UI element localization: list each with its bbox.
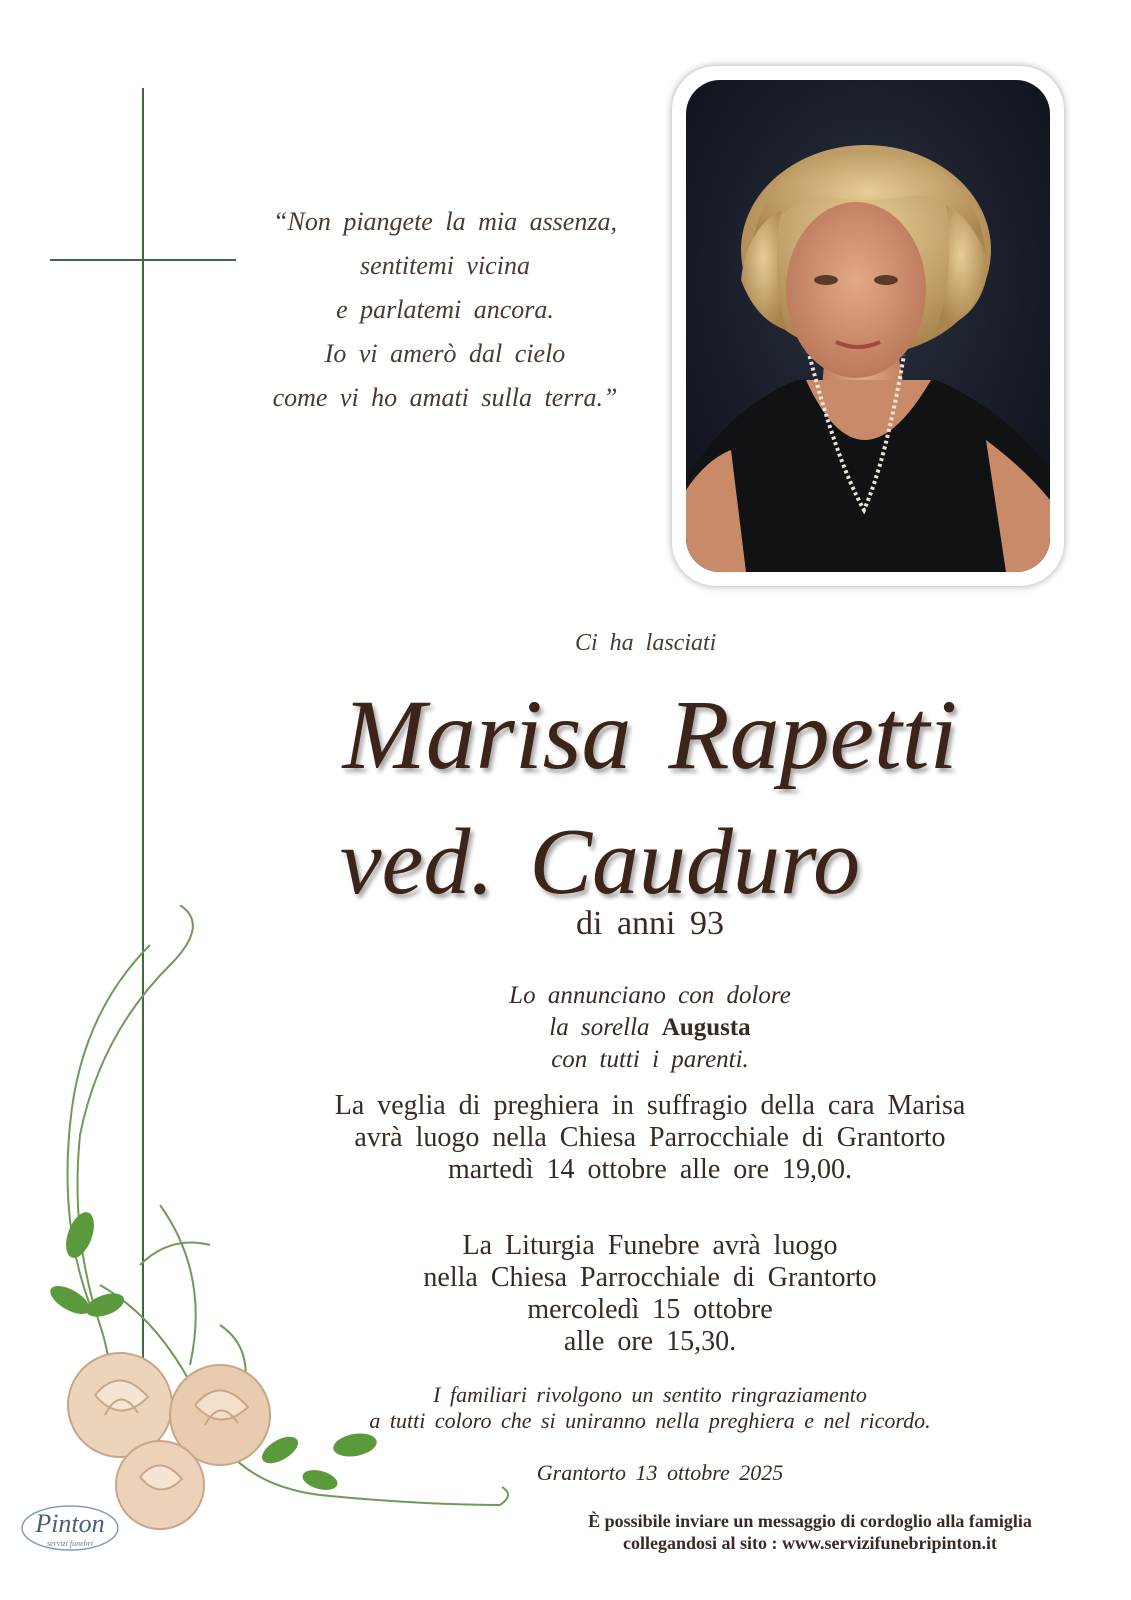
funeral-line: alle ore 15,30. xyxy=(563,1326,737,1357)
pinton-logo xyxy=(20,1498,130,1556)
memorial-quote xyxy=(235,200,655,420)
vigil-line: avrà luogo nella Chiesa Parrocchiale di Grantorto xyxy=(354,1122,946,1153)
footer-line: collegandosi al sito : www.servizifunebripinton.it xyxy=(622,1533,997,1553)
quote-line: sentitemi vicina xyxy=(360,251,530,280)
sister-name: Augusta xyxy=(661,1014,751,1041)
quote-line: e parlatemi ancora. xyxy=(336,295,554,324)
footer-note xyxy=(520,1510,1100,1554)
funeral-line: nella Chiesa Parrocchiale di Grantorto xyxy=(423,1262,877,1293)
vigil-line: La veglia di preghiera in suffragio della cara Marisa xyxy=(334,1090,966,1121)
deceased-married-name: ved. Cauduro xyxy=(339,810,861,914)
quote-line: come vi ho amati sulla terra.” xyxy=(272,383,618,412)
announcement-line: Lo annunciano con dolore xyxy=(509,982,791,1009)
svg-text:servizi funebri: servizi funebri xyxy=(47,1539,93,1548)
announcement-prefix: la sorella xyxy=(549,1014,662,1041)
thanks-line: I familiari rivolgono un sentito ringraziamento xyxy=(433,1382,867,1407)
quote-line: Io vi amerò dal cielo xyxy=(324,339,566,368)
deceased-age: di anni 93 xyxy=(576,905,724,942)
quote-line: “Non piangete la mia assenza, xyxy=(273,207,617,236)
funeral-line: mercoledì 15 ottobre xyxy=(527,1294,773,1325)
intro-text: Ci ha lasciati xyxy=(575,630,717,656)
announcement-line: con tutti i parenti. xyxy=(551,1046,749,1073)
svg-text:Pinton: Pinton xyxy=(35,1509,105,1538)
place-date: Grantorto 13 ottobre 2025 xyxy=(536,1460,784,1485)
cross-horizontal-bar xyxy=(50,259,236,261)
vigil-line: martedì 14 ottobre alle ore 19,00. xyxy=(448,1154,852,1185)
footer-line: È possibile inviare un messaggio di cordoglio alla famiglia xyxy=(588,1511,1032,1531)
roses-decoration xyxy=(40,905,550,1585)
funeral-line: La Liturgia Funebre avrà luogo xyxy=(462,1230,838,1261)
deceased-name: Marisa Rapetti xyxy=(342,679,958,790)
portrait-photo xyxy=(686,80,1050,572)
thanks-line: a tutti coloro che si uniranno nella preghiera e nel ricordo. xyxy=(369,1408,931,1433)
